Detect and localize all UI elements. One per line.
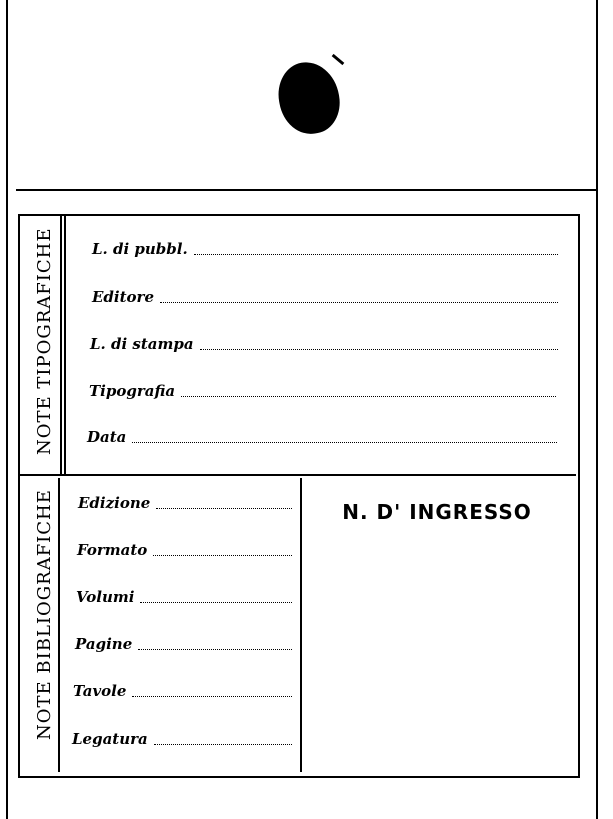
field-pagine [75,635,292,653]
typographic-section-title: NOTE TIPOGRAFICHE [34,227,55,455]
field-label: Legatura [72,730,148,748]
field-label: Editore [92,288,154,306]
field-edizione [78,494,292,512]
fill-line [160,301,558,303]
fill-line [154,743,292,745]
field-label: L. di stampa [90,335,194,353]
field-label: Pagine [75,635,133,653]
bibliographic-tab-rule [58,478,60,772]
card-left-edge [6,0,8,819]
fill-line [194,253,558,255]
fill-line [132,695,292,697]
fill-line [200,348,558,350]
typographic-tab-rule [60,216,62,476]
entry-number-title: N. D' INGRESSO [342,500,532,524]
field-label: Edizione [78,494,151,512]
field-label: Tipografia [89,382,176,400]
bibliographic-section-title: NOTE BIBLIOGRAFICHE [34,489,55,740]
punch-hole [273,57,345,138]
field-legatura [72,730,292,748]
fold-line [16,189,598,191]
fill-line [132,441,557,443]
field-tipografia [89,382,556,400]
field-label: L. di pubbl. [92,240,188,258]
fill-line [181,395,556,397]
field-tavole [73,682,292,700]
field-data [87,428,557,446]
section-divider [20,474,576,476]
fill-line [140,601,292,603]
punch-hole-nick [332,54,345,65]
field-editore [92,288,558,306]
fill-line [138,648,292,650]
typographic-tab-rule-inner [64,216,66,476]
field-luogo-stampa [90,335,558,353]
field-label: Volumi [76,588,135,606]
fill-line [153,554,292,556]
card-right-edge [596,0,598,819]
entry-box-divider [300,478,302,772]
field-luogo-pubblicazione [92,240,558,258]
field-formato [77,541,292,559]
field-label: Formato [77,541,148,559]
field-label: Data [87,428,127,446]
fill-line [156,507,292,509]
field-label: Tavole [73,682,127,700]
field-volumi [76,588,292,606]
